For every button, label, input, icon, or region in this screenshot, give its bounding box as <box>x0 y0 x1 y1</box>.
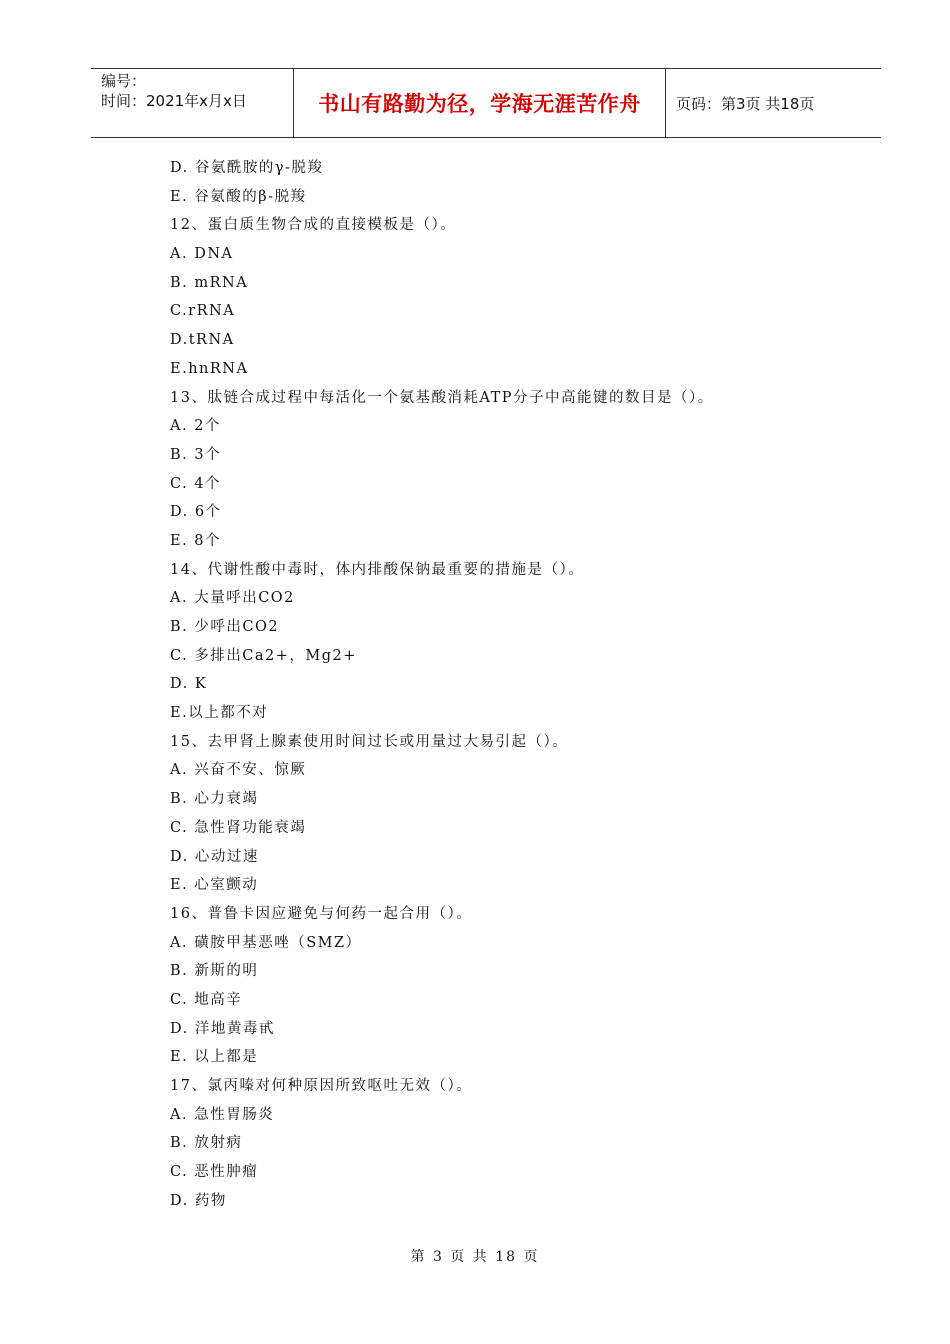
option-line: E. 8个 <box>170 532 222 549</box>
option-line: D. 药物 <box>170 1192 227 1209</box>
option-line: A. 磺胺甲基恶唑（SMZ） <box>170 934 362 951</box>
option-line: E. 心室颤动 <box>170 877 259 894</box>
question-12: 12、蛋白质生物合成的直接模板是（）。 <box>170 217 457 234</box>
option-line: B. 新斯的明 <box>170 963 259 980</box>
question-16: 16、普鲁卡因应避免与何药一起合用（）。 <box>170 905 473 922</box>
code-label: 编号： <box>101 72 147 90</box>
question-15: 15、去甲肾上腺素使用时间过长或用量过大易引起（）。 <box>170 733 569 750</box>
option-line: C. 恶性肿瘤 <box>170 1164 259 1181</box>
question-content <box>170 154 870 1215</box>
option-line: D. 洋地黄毒甙 <box>170 1020 275 1037</box>
option-line: A. 2个 <box>170 418 221 435</box>
option-line: B. 3个 <box>170 446 222 463</box>
option-line: B. 少呼出CO2 <box>170 619 280 635</box>
option-line: E. 以上都是 <box>170 1049 259 1066</box>
text-line: D. 谷氨酰胺的γ-脱羧 <box>170 160 324 176</box>
header-meta <box>91 69 293 137</box>
option-line: C. 地高辛 <box>170 991 243 1008</box>
option-line: C. 急性肾功能衰竭 <box>170 819 307 836</box>
question-14: 14、代谢性酸中毒时，体内排酸保钠最重要的措施是（）。 <box>170 561 585 578</box>
option-line: D. 6个 <box>170 504 222 521</box>
option-line: C. 多排出Ca2+，Mg2+ <box>170 647 357 664</box>
page-footer: 第 3 页 共 18 页 <box>410 1249 540 1265</box>
option-line: A. 大量呼出CO2 <box>170 590 295 607</box>
option-line: C.rRNA <box>170 303 236 320</box>
question-13: 13、肽链合成过程中每活化一个氨基酸消耗ATP分子中高能键的数目是（）。 <box>170 389 714 406</box>
option-line: D. 心动过速 <box>170 848 259 865</box>
header-page-label: 页码：第3页 共18页 <box>676 94 815 113</box>
option-line: A. 急性胃肠炎 <box>170 1106 275 1123</box>
option-line: D.tRNA <box>170 332 235 349</box>
option-line: B. 放射病 <box>170 1135 243 1152</box>
option-line: D. K <box>170 676 208 693</box>
option-line: E.以上都不对 <box>170 705 269 722</box>
option-line: B. mRNA <box>170 274 249 291</box>
question-17: 17、氯丙嗪对何种原因所致呕吐无效（）。 <box>170 1078 473 1094</box>
option-line: A. 兴奋不安、惊厥 <box>170 762 307 779</box>
time-label: 时间：2021年x月x日 <box>101 92 247 110</box>
option-line: A. DNA <box>170 246 234 263</box>
option-line: C. 4个 <box>170 475 222 492</box>
header-motto: 书山有路勤为径，学海无涯苦作舟 <box>293 69 666 137</box>
option-line: B. 心力衰竭 <box>170 791 259 808</box>
page-header <box>91 68 881 138</box>
text-line: E. 谷氨酸的β-脱羧 <box>170 188 307 205</box>
option-line: E.hnRNA <box>170 360 249 377</box>
